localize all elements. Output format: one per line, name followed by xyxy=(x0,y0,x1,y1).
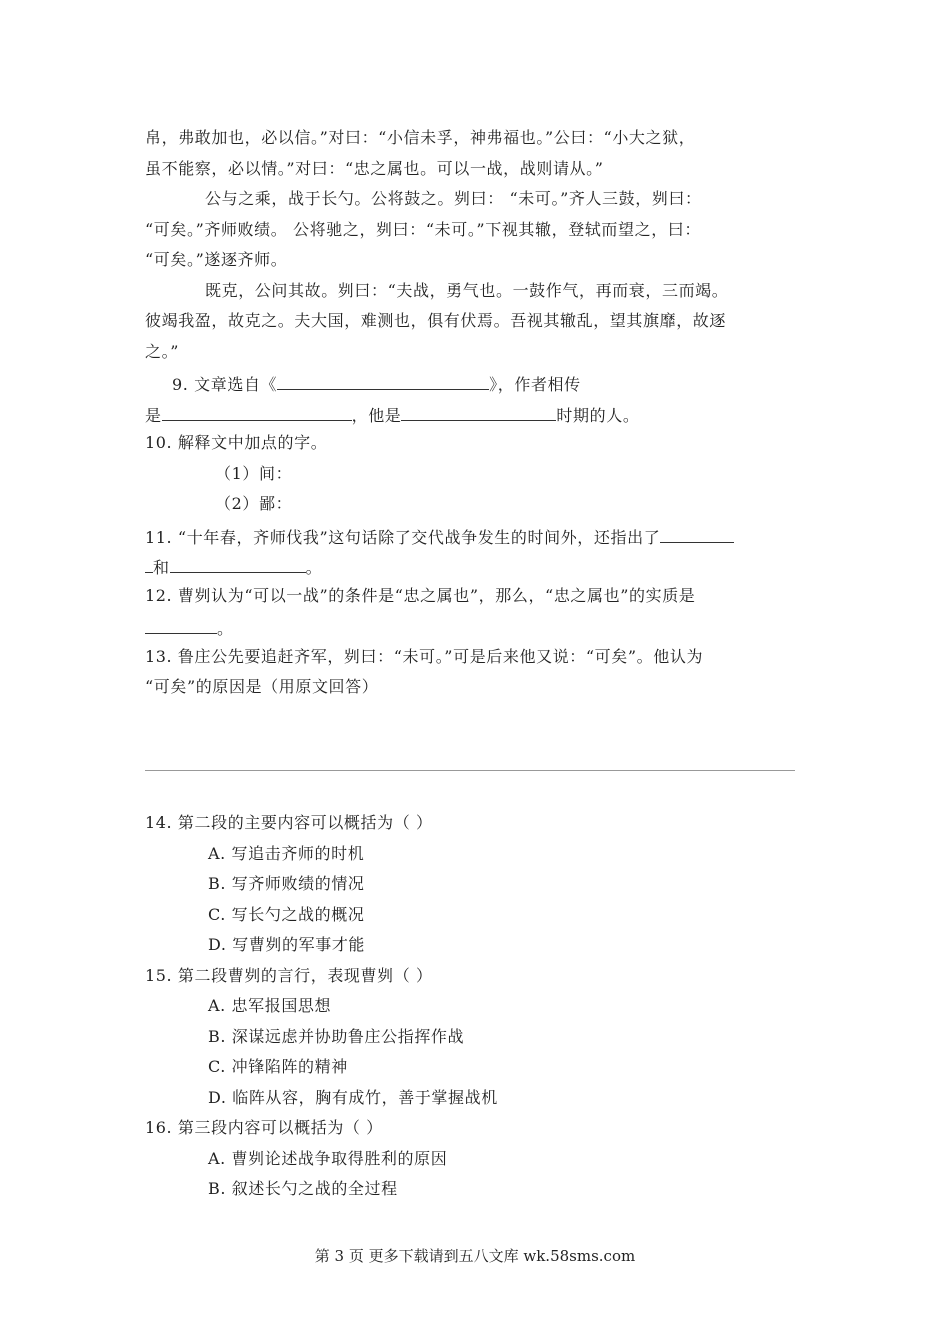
q14-option-d[interactable]: D. 写曹刿的军事才能 xyxy=(208,935,366,954)
passage-line-7: 彼竭我盈，故克之。夫大国，难测也，俱有伏焉。吾视其辙乱，望其旗靡，故逐 xyxy=(145,311,727,330)
q14-option-a[interactable]: A. 写追击齐师的时机 xyxy=(208,844,365,863)
q15-option-c[interactable]: C. 冲锋陷阵的精神 xyxy=(208,1057,348,1076)
passage-line-6: 既克，公问其故。刿曰：“夫战，勇气也。一鼓作气，再而衰，三而竭。 xyxy=(205,281,729,300)
q9-text-4: ，他是 xyxy=(351,406,402,425)
passage-line-1: 帛，弗敢加也，必以信。”对曰：“小信未孚，神弗福也。”公曰：“小大之狱， xyxy=(145,128,696,147)
q14-option-c[interactable]: C. 写长勺之战的概况 xyxy=(208,905,365,924)
q11-text-2: 和 xyxy=(153,558,170,577)
q11-blank-2[interactable] xyxy=(170,554,306,573)
question-12-line-2 xyxy=(145,615,810,640)
q12-blank[interactable] xyxy=(145,615,217,634)
question-11-line-1 xyxy=(145,524,810,549)
q9-text-5: 时期的人。 xyxy=(556,406,640,425)
answer-line[interactable] xyxy=(145,770,795,771)
q11-blank-1[interactable] xyxy=(660,524,734,543)
question-10-sub-1: （1）间： xyxy=(215,464,293,483)
q11-blank-1-cont[interactable] xyxy=(145,554,153,573)
q15-option-d[interactable]: D. 临阵从容，胸有成竹，善于掌握战机 xyxy=(208,1088,498,1107)
page-footer: 第 3 页 更多下载请到五八文库 wk.58sms.com xyxy=(314,1247,636,1265)
passage-line-5: “可矣。”遂逐齐师。 xyxy=(145,250,288,269)
q9-blank-book[interactable] xyxy=(277,371,489,390)
q15-option-b[interactable]: B. 深谋远虑并协助鲁庄公指挥作战 xyxy=(208,1027,465,1046)
question-12-line-1: 12. 曹刿认为“可以一战”的条件是“忠之属也”，那么，“忠之属也”的实质是 xyxy=(145,586,696,605)
passage-line-2: 虽不能察，必以情。”对曰：“忠之属也。可以一战，战则请从。” xyxy=(145,159,604,178)
question-10-stem: 10. 解释文中加点的字。 xyxy=(145,433,328,452)
passage-line-8: 之。” xyxy=(145,342,179,361)
q11-text-1: 11. “十年春，齐师伐我”这句话除了交代战争发生的时间外，还指出了 xyxy=(145,528,661,547)
q12-text-2: 。 xyxy=(217,619,234,638)
question-15-stem: 15. 第二段曹刿的言行，表现曹刿（ ） xyxy=(145,966,433,985)
q14-option-b[interactable]: B. 写齐师败绩的情况 xyxy=(208,874,365,893)
q9-text-1: 9. 文章选自《 xyxy=(172,375,278,394)
question-10-sub-2: （2）鄙： xyxy=(215,494,293,513)
question-11-line-2 xyxy=(145,554,810,579)
q11-text-3: 。 xyxy=(305,558,323,577)
question-16-stem: 16. 第三段内容可以概括为（ ） xyxy=(145,1118,383,1137)
passage-line-3: 公与之乘，战于长勺。公将鼓之。刿曰： “未可。”齐人三鼓，刿曰： xyxy=(205,189,702,208)
question-14-stem: 14. 第二段的主要内容可以概括为（ ） xyxy=(145,813,433,832)
q9-text-2: 》，作者相传 xyxy=(489,375,581,394)
question-13-line-1: 13. 鲁庄公先要追赶齐军，刿曰：“未可。”可是后来他又说：“可矣”。他认为 xyxy=(145,647,704,666)
q16-option-a[interactable]: A. 曹刿论述战争取得胜利的原因 xyxy=(208,1149,448,1168)
q16-option-b[interactable]: B. 叙述长勺之战的全过程 xyxy=(208,1179,398,1198)
question-9-line-1 xyxy=(172,371,837,396)
q15-option-a[interactable]: A. 忠军报国思想 xyxy=(208,996,332,1015)
q9-blank-period[interactable] xyxy=(401,402,556,421)
question-9-line-2 xyxy=(145,402,810,427)
q9-blank-author[interactable] xyxy=(162,402,352,421)
passage-line-4: “可矣。”齐师败绩。 公将驰之，刿曰：“未可。”下视其辙，登轼而望之，曰： xyxy=(145,220,702,239)
q9-text-3: 是 xyxy=(145,406,162,425)
question-13-line-2: “可矣”的原因是（用原文回答） xyxy=(145,677,379,696)
